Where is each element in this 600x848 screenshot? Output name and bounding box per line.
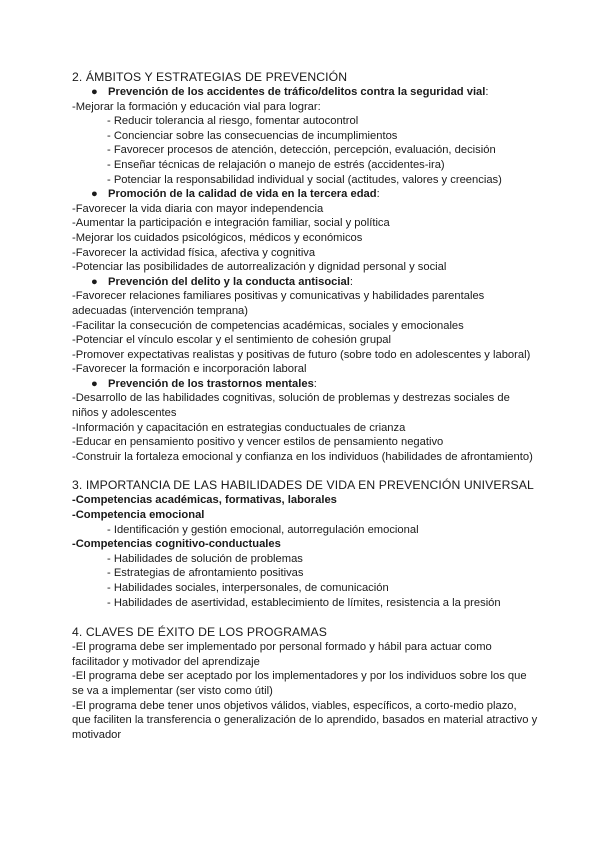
competence-emotional: -Competencia emocional	[72, 509, 205, 522]
cognitive-item: - Estrategias de afrontamiento positivas	[107, 567, 304, 580]
emotional-item: - Identificación y gestión emocional, autorregulación emocional	[107, 523, 419, 536]
bullet-crime: ● Prevención del delito y la conducta antisocial:	[91, 275, 353, 288]
section-2-title: 2. ÁMBITOS Y ESTRATEGIAS DE PREVENCIÓN	[72, 70, 348, 84]
section-4-title: 4. CLAVES DE ÉXITO DE LOS PROGRAMAS	[72, 625, 327, 640]
cognitive-item: - Habilidades sociales, interpersonales, de comunicación	[107, 582, 389, 594]
traffic-item: - Enseñar técnicas de relajación o manejo de estrés (accidentes-ira)	[107, 158, 445, 171]
elderly-item: -Mejorar los cuidados psicológicos, médicos y económicos	[72, 231, 363, 244]
mental-item: -Desarrollo de las habilidades cognitivas, solución de problemas y destrezas sociales de niños y adolescentes	[72, 392, 510, 420]
section-3-title: 3. IMPORTANCIA DE LAS HABILIDADES DE VIDA EN PREVENCIÓN UNIVERSAL	[72, 478, 534, 493]
bullet-mental: ● Prevención de los trastornos mentales:	[91, 377, 317, 390]
bullet-elderly: ● Promoción de la calidad de vida en la tercera edad:	[91, 188, 380, 201]
traffic-item: - Favorecer procesos de atención, detección, percepción, evaluación, decisión	[107, 144, 496, 157]
traffic-item: - Potenciar la responsabilidad individual y social (actitudes, valores y creencias)	[107, 173, 502, 186]
mental-item: -Construir la fortaleza emocional y confianza en los individuos (habilidades de afrontamiento)	[72, 450, 533, 463]
mental-item: -Educar en pensamiento positivo y vencer estilos de pensamiento negativo	[72, 436, 444, 449]
crime-item: -Promover expectativas realistas y positivas de futuro (sobre todo en adolescentes y laboral)	[72, 348, 531, 361]
mental-item: -Información y capacitación en estrategias conductuales de crianza	[72, 421, 406, 434]
competence-cognitive: -Competencias cognitivo-conductuales	[72, 538, 281, 551]
document-page	[72, 70, 538, 742]
bullet-icon: ●	[91, 86, 98, 98]
success-key-item: -El programa debe ser implementado por personal formado y hábil para actuar como facilitador y motivador del aprendizaje	[72, 641, 492, 668]
traffic-intro: -Mejorar la formación y educación vial para lograr:	[72, 100, 321, 113]
elderly-item: -Favorecer la actividad física, afectiva y cognitiva	[72, 246, 316, 259]
bullet-icon: ●	[91, 188, 98, 201]
traffic-item: - Reducir tolerancia al riesgo, fomentar autocontrol	[107, 115, 359, 128]
crime-item: -Facilitar la consecución de competencias académicas, sociales y emocionales	[72, 319, 464, 332]
traffic-item: - Concienciar sobre las consecuencias de incumplimientos	[107, 129, 398, 142]
bullet-icon: ●	[91, 275, 98, 288]
crime-item: -Favorecer relaciones familiares positivas y comunicativas y habilidades parentales adecuadas (intervención temprana)	[72, 290, 485, 317]
elderly-item: -Favorecer la vida diaria con mayor independencia	[72, 202, 324, 215]
cognitive-item: - Habilidades de solución de problemas	[107, 552, 303, 565]
elderly-item: -Potenciar las posibilidades de autorrealización y dignidad personal y social	[72, 261, 447, 274]
bullet-icon: ●	[91, 377, 98, 390]
crime-item: -Potenciar el vínculo escolar y el sentimiento de cohesión grupal	[72, 334, 392, 347]
bullet-traffic: ● Prevención de los accidentes de tráfico/delitos contra la seguridad vial:	[91, 86, 489, 98]
crime-item: -Favorecer la formación e incorporación laboral	[72, 363, 307, 376]
elderly-item: -Aumentar la participación e integración familiar, social y política	[72, 217, 390, 230]
success-key-item: -El programa debe tener unos objetivos válidos, viables, específicos, a corto-medio plazo, que faciliten la transferencia o generalización de lo aprendido, basados en material atractivo y motivador	[72, 699, 538, 741]
success-key-item: -El programa debe ser aceptado por los implementadores y por los individuos sobre los que se va a implementar (ser visto como útil)	[72, 670, 527, 697]
cognitive-item: - Habilidades de asertividad, establecimiento de límites, resistencia a la presión	[107, 596, 501, 609]
competence-academic: -Competencias académicas, formativas, laborales	[72, 494, 337, 507]
